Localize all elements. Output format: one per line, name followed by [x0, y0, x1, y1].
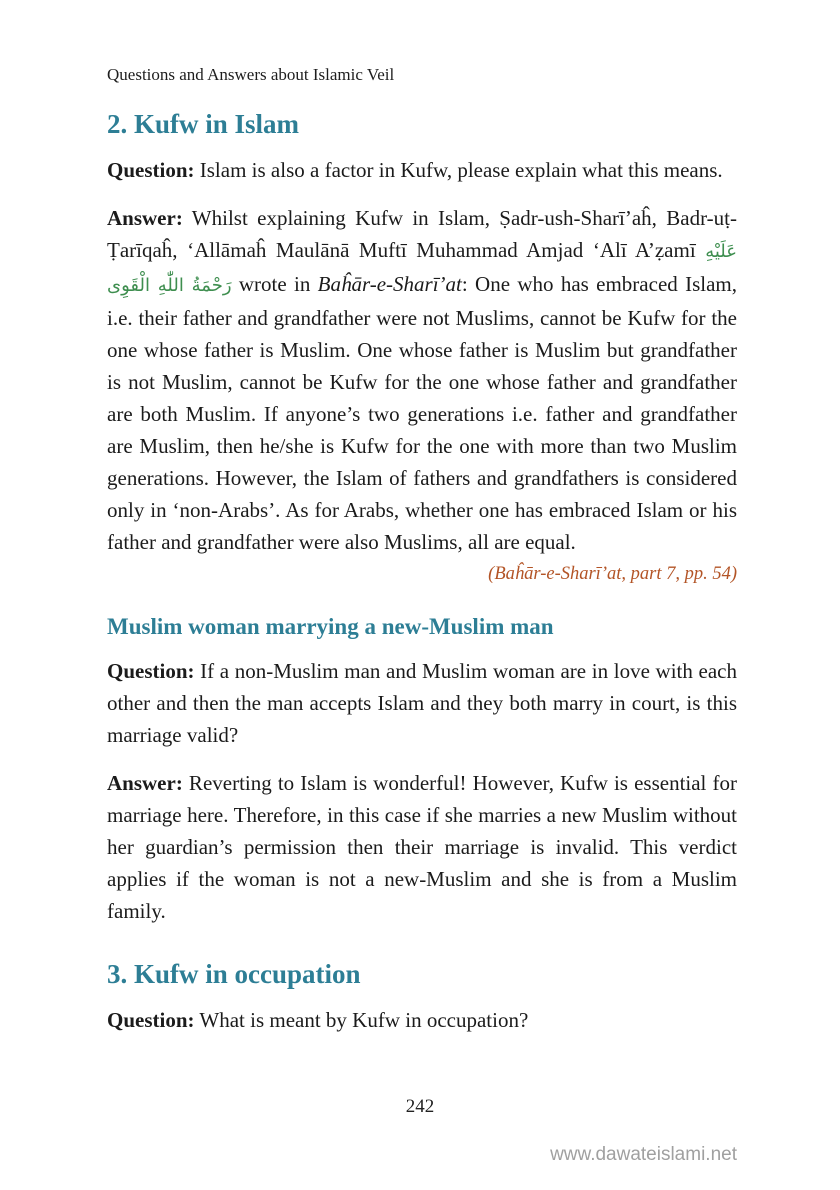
question-2-paragraph	[107, 655, 737, 751]
page-number: 242	[405, 1096, 435, 1117]
question-2-label: Question:	[107, 659, 195, 683]
question-3-text: What is meant by Kufw in occupation?	[194, 1008, 529, 1032]
citation-reference: (Baĥār-e-Sharī’at, part 7, pp. 54)	[488, 564, 737, 584]
answer-1-label: Answer:	[107, 206, 183, 230]
heading-muslim-woman-marrying: Muslim woman marrying a new-Muslim man	[107, 614, 554, 639]
question-1-label: Question:	[107, 158, 195, 182]
question-1-paragraph	[107, 154, 737, 186]
page-content	[107, 0, 737, 1036]
heading-kufw-in-islam: 2. Kufw in Islam	[107, 109, 300, 139]
question-3-paragraph	[107, 1004, 737, 1036]
running-header: Questions and Answers about Islamic Veil	[107, 65, 395, 84]
answer-1-text-after: : One who has embraced Islam, i.e. their father and grandfather were not Muslims, cannot be Kufw for the one whose father is Muslim. One whose father is Muslim but grandfather is not Muslim, cannot be Kufw for the one whose father and grandfather are both Muslim. If anyone’s two generations i.e. father and grandfather are Muslim, then he/she is Kufw for the one with more than two Muslim generations. However, the Islam of fathers and grandfathers is considered only in ‘non-Arabs’. As for Arabs, whether one has embraced Islam or his father and grandfather were also Muslims, all are equal.	[107, 272, 737, 554]
question-2-text: If a non-Muslim man and Muslim woman are in love with each other and then the man accepts Islam and they both marry in court, is this marriage valid?	[107, 659, 737, 747]
answer-2-label: Answer:	[107, 771, 183, 795]
website-link[interactable]: www.dawateislami.net	[550, 1144, 737, 1165]
answer-1-paragraph	[107, 202, 737, 558]
answer-2-paragraph	[107, 767, 737, 927]
answer-1-text-mid: wrote in	[231, 272, 318, 296]
answer-2-text: Reverting to Islam is wonderful! However, Kufw is essential for marriage here. Therefore, in this case if she marries a new Muslim without her guardian’s permission then their marriage is invalid. This verdict applies if the woman is not a new-Muslim and she is from a Muslim family.	[107, 771, 737, 923]
question-1-text: Islam is also a factor in Kufw, please explain what this means.	[194, 158, 723, 182]
heading-kufw-in-occupation: 3. Kufw in occupation	[107, 959, 361, 989]
arabic-honorific-text: عَلَيْهِ رَحْمَةُ اللّٰهِ الْقَوِى	[107, 241, 737, 296]
question-3-label: Question:	[107, 1008, 195, 1032]
book-title: Baĥār-e-Sharī’at	[317, 272, 462, 296]
answer-1-text-before-arabic: Whilst explaining Kufw in Islam, Ṣadr-ush-Sharī’aĥ, Badr-uṭ-Ṭarīqaĥ, ‘Allāmaĥ Maulānā Muftī Muhammad Amjad ‘Alī A’ẓamī	[107, 206, 737, 262]
